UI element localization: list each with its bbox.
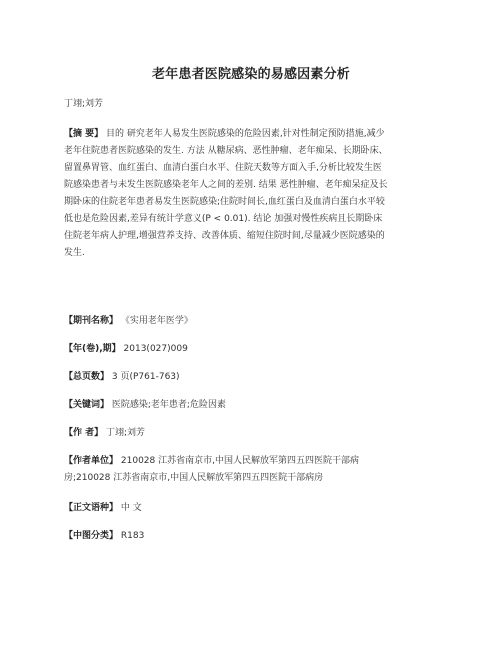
abstract-line-1: 【摘 要】 目的 研究老年人易发生医院感染的危险因素,针对性制定预防措施,减少 [64,129,385,139]
field-value-cont: 房;210028 江苏省南京市,中国人民解放军第四五四医院干部病房 [64,473,324,483]
field-language [64,500,440,517]
field-authors [64,425,440,442]
field-label: 【作 者】 [64,428,104,438]
field-pages [64,369,440,386]
page-title: 老年患者医院感染的易感因素分析 [151,67,350,82]
field-label: 【正文语种】 [64,503,119,513]
field-label: 【作者单位】 [64,456,119,466]
field-value: 《实用老年医学》 [120,316,193,326]
field-value: 丁翊;刘芳 [106,428,146,438]
field-value: 3 页(P761-763) [111,372,180,382]
field-label: 【中图分类】 [64,531,119,541]
field-value: R183 [120,531,145,541]
field-volume [64,341,440,358]
authors: 丁翊;刘芳 [64,99,104,109]
abstract-line-2: 老年住院患者医院感染的发生. 方法 从糖尿病、恶性肿瘤、老年痴呆、长期卧床、 [64,146,388,156]
field-value: 中 文 [120,503,142,513]
field-affiliation [64,453,440,487]
abstract-line-3: 留置鼻胃管、血红蛋白、血清白蛋白水平、住院天数等方面入手,分析比较发生医 [64,163,382,173]
field-label: 【关键词】 [64,400,110,410]
abstract-label: 【摘 要】 [64,129,104,139]
abstract-line-7: 住院老年病人护理,增强营养支持、改善体质、缩短住院时间,尽量减少医院感染的 [64,231,385,241]
abstract-line-5: 期卧床的住院老年患者易发生医院感染;住院时间长,血红蛋白及血清白蛋白水平较 [64,197,385,207]
field-journal [64,313,440,330]
field-value: 210028 江苏省南京市,中国人民解放军第四五四医院干部病 [120,456,359,466]
abstract-line-4: 院感染患者与未发生医院感染老年人之间的差别. 结果 恶性肿瘤、老年痴呆症及长 [64,180,388,190]
abstract-line-8: 发生. [64,248,85,258]
field-label: 【年(卷),期】 [64,344,121,354]
abstract [64,126,440,262]
field-label: 【期刊名称】 [64,316,119,326]
field-label: 【总页数】 [64,372,110,382]
field-keywords [64,397,440,414]
field-classification [64,528,440,545]
field-value: 2013(027)009 [123,344,188,354]
abstract-line-6: 低也是危险因素,差异有统计学意义(P < 0.01). 结论 加强对慢性疾病且长期卧床 [64,214,383,224]
field-value: 医院感染;老年患者;危险因素 [111,400,226,410]
